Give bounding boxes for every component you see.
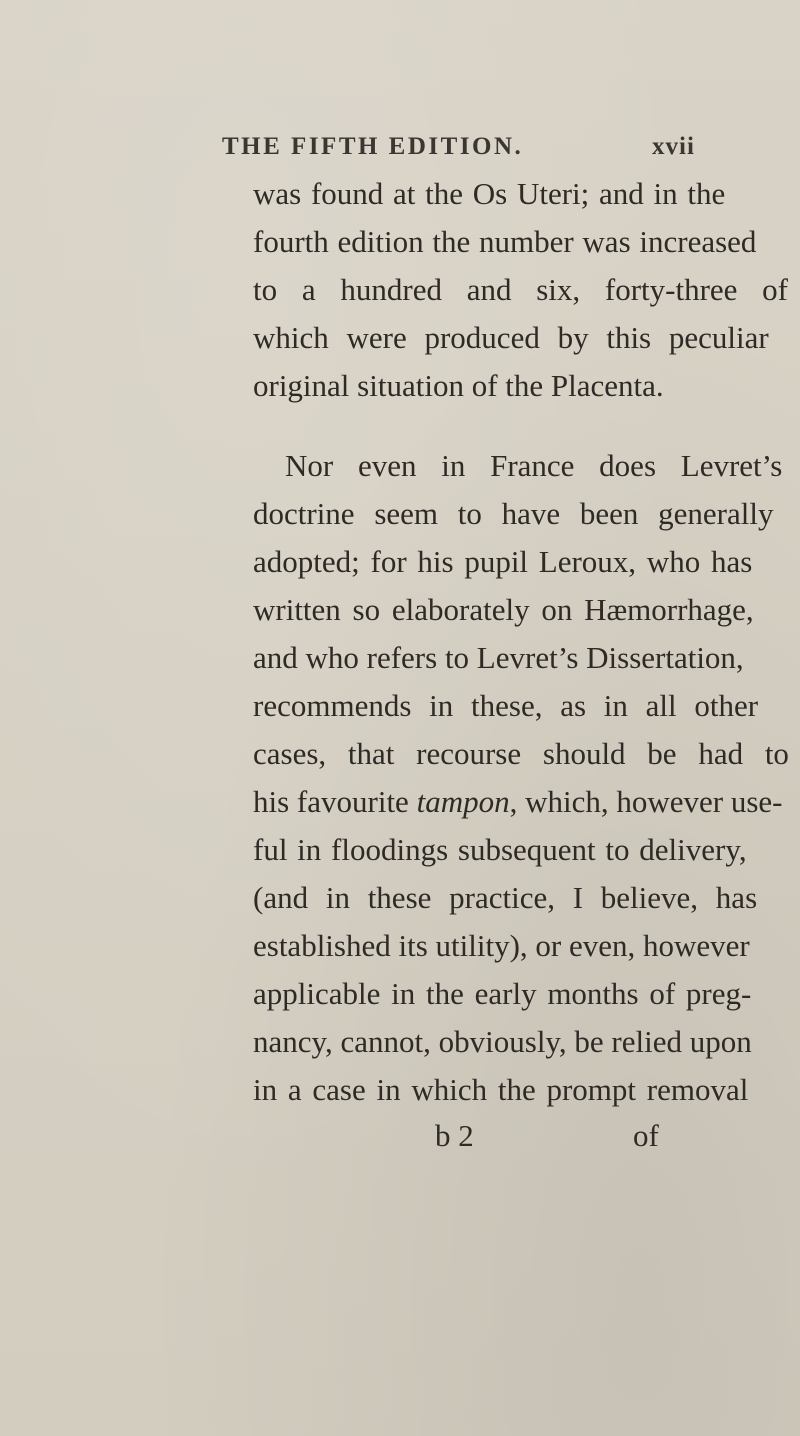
text-line: applicable in the early months of preg- — [253, 976, 752, 1011]
text-line: in a case in which the prompt removal — [253, 1072, 749, 1107]
text-line: (and in these practice, I believe, has — [253, 880, 758, 915]
text-line: which were produced by this peculiar — [253, 320, 769, 355]
text-line: to a hundred and six, forty-three of — [253, 272, 789, 307]
text-line: written so elaborately on Hæmorrhage, — [253, 592, 754, 627]
text-line: Nor even in France does Levret’s — [285, 448, 783, 483]
running-head — [0, 133, 800, 167]
text-line: established its utility), or even, however — [253, 928, 750, 963]
text-line: ful in floodings subsequent to delivery, — [253, 832, 747, 867]
page-number: xvii — [652, 133, 695, 160]
text-line: adopted; for his pupil Leroux, who has — [253, 544, 753, 579]
signature-mark: b 2 — [435, 1118, 474, 1153]
text-line: fourth edition the number was increased — [253, 224, 757, 259]
text-line: his favourite tampon, which, however use- — [253, 784, 783, 819]
text-line: cases, that recourse should be had to — [253, 736, 789, 771]
text-line: original situation of the Placenta. — [253, 368, 664, 403]
catchword: of — [633, 1118, 659, 1153]
running-head-title: THE FIFTH EDITION. — [222, 133, 524, 160]
italic-term: tampon — [416, 784, 510, 819]
text-line: was found at the Os Uteri; and in the — [253, 176, 726, 211]
text-line: doctrine seem to have been generally — [253, 496, 774, 531]
text-line: and who refers to Levret’s Dissertation, — [253, 640, 744, 675]
text-line: nancy, cannot, obviously, be relied upon — [253, 1024, 752, 1059]
text-line: recommends in these, as in all other — [253, 688, 759, 723]
